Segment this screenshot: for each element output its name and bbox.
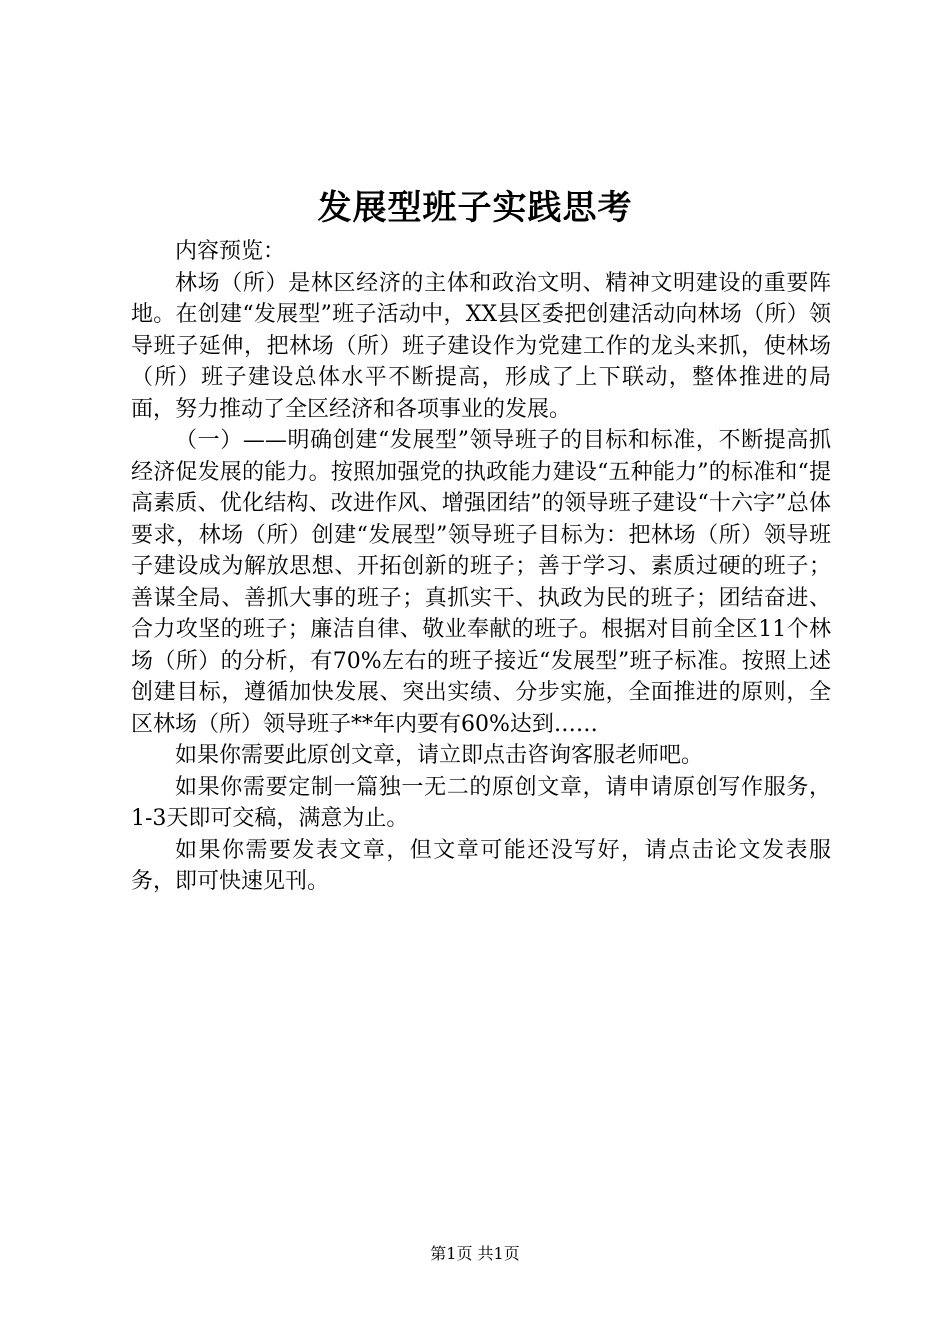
paragraph-publish-link[interactable]: 如果你需要发表文章，但文章可能还没写好，请点击论文发表服务，即可快速见刊。	[131, 837, 831, 894]
paragraph-section-one: （一）——明确创建“发展型”领导班子的目标和标准，不断提高抓经济促发展的能力。按照加强党的执政能力建设“五种能力”的标准和“提高素质、优化结构、改进作风、增强团结”的领导班子建设“十六字”总体要求，林场（所）创建“发展型”领导班子目标为：把林场（所）领导班子建设成为解放思想、开拓创新的班子；善于学习、素质过硬的班子；善谋全局、善抓大事的班子；真抓实干、执政为民的班子；团结奋进、合力攻坚的班子；廉洁自律、敬业奉献的班子。根据对目前全区11个林场（所）的分析，有70%左右的班子接近“发展型”班子标准。按照上述创建目标，遵循加快发展、突出实绩、分步实施，全面推进的原则，全区林场（所）领导班子**年内要有60%达到……	[131, 428, 831, 737]
paragraph-intro: 林场（所）是林区经济的主体和政治文明、精神文明建设的重要阵地。在创建“发展型”班子活动中，XX县区委把创建活动向林场（所）领导班子延伸，把林场（所）班子建设作为党建工作的龙头来抓，使林场（所）班子建设总体水平不断提高，形成了上下联动，整体推进的局面，努力推动了全区经济和各项事业的发展。	[131, 270, 831, 422]
preview-label: 内容预览：	[175, 239, 286, 264]
page-number-footer: 第1页 共1页	[430, 1244, 520, 1263]
document-title: 发展型班子实践思考	[317, 188, 633, 228]
paragraph-consult-link[interactable]: 如果你需要此原创文章，请立即点击咨询客服老师吧。	[175, 743, 704, 768]
paragraph-custom-writing-link[interactable]: 如果你需要定制一篇独一无二的原创文章，请申请原创写作服务，1-3天即可交稿，满意为止。	[131, 774, 831, 831]
document-body	[131, 236, 831, 898]
